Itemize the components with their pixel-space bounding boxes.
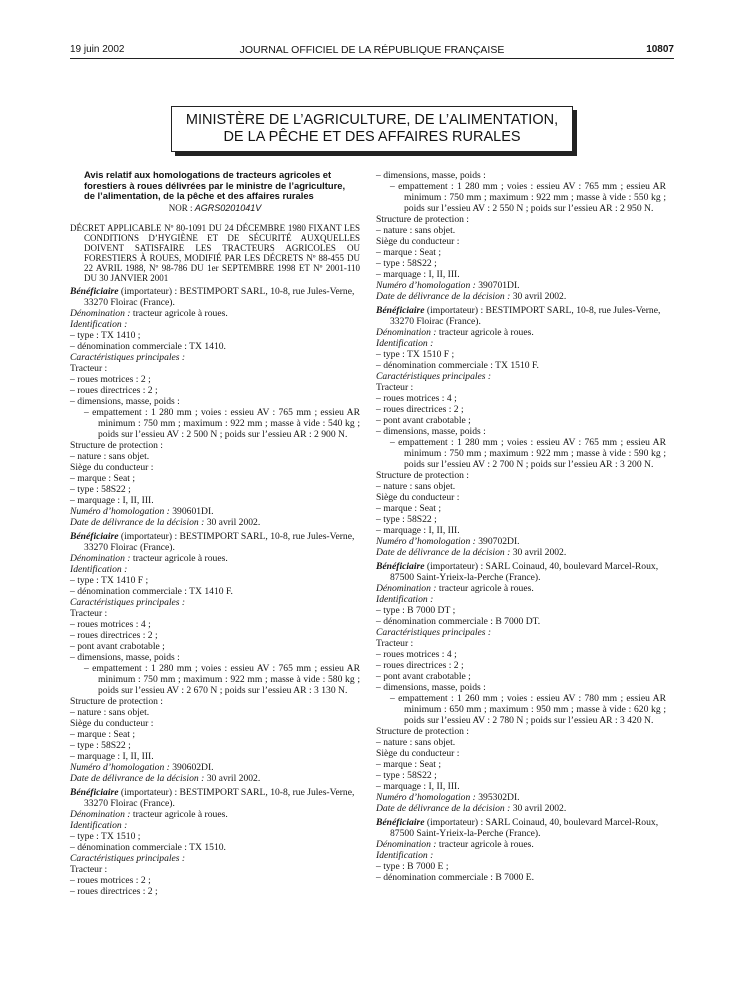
numero-homologation — [376, 792, 666, 803]
identification-label: Identification : — [70, 563, 128, 575]
nature-line: – nature : sans objet. — [70, 450, 150, 462]
nor-label: NOR : — [168, 202, 193, 213]
importateur-label: (importateur) : — [120, 786, 178, 798]
date-value: 30 avril 2002. — [512, 547, 567, 558]
nature-line: – nature : sans objet. — [376, 481, 456, 492]
nor-value: AGRS0201041V — [194, 202, 262, 213]
roues-motrices: – roues motrices : 2 ; — [70, 373, 151, 385]
beneficiaire-value: SARL Coinaud, 40, boulevard Marcel-Roux, 87500 Saint-Yrieix-la-Perche (France). — [390, 817, 659, 839]
caracteristiques-label: Caractéristiques principales : — [376, 371, 492, 382]
beneficiaire-value: BESTIMPORT SARL, 10-8, rue Jules-Verne, 33270 Floirac (France). — [84, 786, 355, 809]
numero-value: 395302DI. — [478, 792, 520, 803]
caracteristiques-label: Caractéristiques principales : — [376, 627, 492, 638]
nature-line: – nature : sans objet. — [376, 737, 456, 748]
caracteristiques-label: Caractéristiques principales : — [70, 852, 186, 864]
siege-label: Siège du conducteur : — [376, 748, 460, 759]
nature-line: – nature : sans objet. — [70, 706, 150, 718]
entry-denomination — [376, 327, 666, 338]
denomination-label: Dénomination : — [70, 307, 131, 319]
beneficiaire-label: Bénéficiaire — [70, 530, 119, 542]
numero-label: Numéro d’homologation : — [376, 280, 476, 291]
denom-commerciale: – dénomination commerciale : TX 1510 F. — [376, 360, 539, 371]
entry-beneficiaire — [376, 305, 666, 327]
empattement: – empattement : 1 280 mm ; voies : essieu AV : 765 mm ; essieu AR minimum : 750 mm ; maximum : 922 mm ; masse à vide : 590 kg ; poids sur l’essieu AV : 2 700 N ; poids sur l’essieu AR : 3 200 N. — [390, 437, 666, 470]
dimensions-label: – dimensions, masse, poids : — [70, 651, 180, 663]
nor-line — [70, 203, 360, 214]
numero-homologation — [70, 762, 360, 773]
siege-label: Siège du conducteur : — [70, 717, 154, 729]
denomination-value: tracteur agricole à roues. — [132, 552, 228, 564]
date-delivrance — [70, 517, 360, 528]
numero-homologation — [376, 536, 666, 547]
identification-label: Identification : — [376, 338, 434, 349]
beneficiaire-label: Bénéficiaire — [70, 285, 119, 297]
numero-value: 390701DI. — [478, 280, 520, 291]
denomination-label: Dénomination : — [376, 583, 437, 594]
date-value: 30 avril 2002. — [206, 516, 261, 528]
pont-avant: – pont avant crabotable ; — [376, 415, 471, 426]
entry-beneficiaire — [70, 286, 360, 308]
left-column — [70, 170, 360, 897]
date-label: Date de délivrance de la décision : — [70, 516, 205, 528]
tracteur-label: Tracteur : — [70, 607, 108, 619]
type-line: – type : B 7000 DT ; — [376, 605, 456, 616]
roues-directrices: – roues directrices : 2 ; — [70, 384, 158, 396]
marque-line: – marque : Seat ; — [376, 247, 442, 258]
numero-value: 390602DI. — [172, 761, 214, 773]
date-delivrance — [70, 773, 360, 784]
date-value: 30 avril 2002. — [206, 772, 261, 784]
denomination-label: Dénomination : — [70, 808, 131, 820]
denom-commerciale: – dénomination commerciale : TX 1410 F. — [70, 585, 233, 597]
date-value: 30 avril 2002. — [512, 291, 567, 302]
structure-label: Structure de protection : — [376, 470, 469, 481]
roues-directrices: – roues directrices : 2 ; — [376, 660, 464, 671]
header-date: 19 juin 2002 — [70, 44, 125, 55]
siege-type-line: – type : 58S22 ; — [70, 483, 131, 495]
date-value: 30 avril 2002. — [512, 803, 567, 814]
type-line: – type : TX 1410 F ; — [70, 574, 149, 586]
date-label: Date de délivrance de la décision : — [376, 803, 511, 814]
marquage-line: – marquage : I, II, III. — [376, 525, 460, 536]
siege-type-line: – type : 58S22 ; — [376, 258, 437, 269]
marque-line: – marque : Seat ; — [376, 503, 442, 514]
roues-directrices: – roues directrices : 2 ; — [376, 404, 464, 415]
entry-beneficiaire — [70, 787, 360, 809]
date-label: Date de délivrance de la décision : — [376, 547, 511, 558]
marquage-line: – marquage : I, II, III. — [376, 781, 460, 792]
numero-value: 390702DI. — [478, 536, 520, 547]
beneficiaire-label: Bénéficiaire — [70, 786, 119, 798]
entry-denomination — [70, 553, 360, 564]
identification-label: Identification : — [70, 819, 128, 831]
denomination-value: tracteur agricole à roues. — [132, 307, 228, 319]
structure-label: Structure de protection : — [70, 439, 163, 451]
beneficiaire-label: Bénéficiaire — [376, 305, 425, 316]
structure-label: Structure de protection : — [376, 726, 469, 737]
marquage-line: – marquage : I, II, III. — [376, 269, 460, 280]
marque-line: – marque : Seat ; — [376, 759, 442, 770]
caracteristiques-label: Caractéristiques principales : — [70, 596, 186, 608]
importateur-label: (importateur) : — [120, 285, 178, 297]
tracteur-label: Tracteur : — [376, 382, 414, 393]
date-label: Date de délivrance de la décision : — [376, 291, 511, 302]
roues-directrices: – roues directrices : 2 ; — [70, 885, 158, 897]
numero-label: Numéro d’homologation : — [376, 536, 476, 547]
numero-value: 390601DI. — [172, 505, 214, 517]
beneficiaire-value: BESTIMPORT SARL, 10-8, rue Jules-Verne, 33270 Floirac (France). — [84, 530, 355, 553]
denomination-value: tracteur agricole à roues. — [438, 839, 534, 850]
siege-type-line: – type : 58S22 ; — [376, 770, 437, 781]
siege-label: Siège du conducteur : — [376, 492, 460, 503]
identification-label: Identification : — [70, 318, 128, 330]
siege-type-line: – type : 58S22 ; — [70, 739, 131, 751]
beneficiaire-label: Bénéficiaire — [376, 561, 425, 572]
avis-title: Avis relatif aux homologations de tracteurs agricoles et forestiers à roues délivrées par le ministre de l’agriculture, de l’alimentation, de la pêche et des affaires rurales — [84, 169, 346, 201]
tracteur-label: Tracteur : — [376, 638, 414, 649]
roues-motrices: – roues motrices : 4 ; — [70, 618, 151, 630]
siege-label: Siège du conducteur : — [376, 236, 460, 247]
pont-avant: – pont avant crabotable ; — [70, 640, 165, 652]
beneficiaire-value: BESTIMPORT SARL, 10-8, rue Jules-Verne, 33270 Floirac (France). — [390, 305, 661, 327]
numero-homologation — [70, 506, 360, 517]
date-delivrance — [376, 547, 666, 558]
type-line: – type : B 7000 E ; — [376, 861, 449, 872]
numero-homologation — [376, 280, 666, 291]
denom-commerciale: – dénomination commerciale : B 7000 E. — [376, 872, 534, 883]
roues-motrices: – roues motrices : 4 ; — [376, 393, 457, 404]
importateur-label: (importateur) : — [426, 305, 484, 316]
denomination-label: Dénomination : — [376, 839, 437, 850]
entry-denomination — [70, 308, 360, 319]
entry-denomination — [376, 583, 666, 594]
numero-label: Numéro d’homologation : — [70, 505, 170, 517]
beneficiaire-label: Bénéficiaire — [376, 817, 425, 828]
denom-commerciale: – dénomination commerciale : TX 1510. — [70, 841, 226, 853]
entry-beneficiaire — [376, 561, 666, 583]
dimensions-label: – dimensions, masse, poids : — [376, 682, 486, 693]
beneficiaire-value: SARL Coinaud, 40, boulevard Marcel-Roux, 87500 Saint-Yrieix-la-Perche (France). — [390, 561, 659, 583]
ministry-line-2: DE LA PÊCHE ET DES AFFAIRES RURALES — [223, 129, 521, 145]
empattement: – empattement : 1 280 mm ; voies : essieu AV : 765 mm ; essieu AR minimum : 750 mm ; maximum : 922 mm ; masse à vide : 580 kg ; poids sur l’essieu AV : 2 670 N ; poids sur l’essieu AR : 3 130 N. — [84, 662, 360, 696]
denomination-label: Dénomination : — [376, 327, 437, 338]
decret-heading: DÉCRET APPLICABLE Nº 80-1091 DU 24 DÉCEMBRE 1980 FIXANT LES CONDITIONS D’HYGIÈNE ET DE SÉCURITÉ AUXQUELLES DOIVENT SATISFAIRE LES TRACTEURS AGRICOLES OU FORESTIERS À ROUES, MODIFIÉ PAR LES DÉCRETS Nº 88-455 DU 22 AVRIL 1988, Nº 98-786 DU 1er SEPTEMBRE 1998 ET Nº 2001-110 DU 30 JANVIER 2001 — [70, 222, 360, 283]
type-line: – type : TX 1510 ; — [70, 830, 141, 842]
marque-line: – marque : Seat ; — [70, 472, 136, 484]
empattement: – empattement : 1 280 mm ; voies : essieu AV : 765 mm ; essieu AR minimum : 750 mm ; maximum : 922 mm ; masse à vide : 550 kg ; poids sur l’essieu AV : 2 550 N ; poids sur l’essieu AR : 2 950 N. — [390, 181, 666, 214]
tracteur-label: Tracteur : — [70, 863, 108, 875]
denomination-value: tracteur agricole à roues. — [132, 808, 228, 820]
marquage-line: – marquage : I, II, III. — [70, 494, 154, 506]
denom-commerciale: – dénomination commerciale : TX 1410. — [70, 340, 226, 352]
tracteur-label: Tracteur : — [70, 362, 108, 374]
denomination-value: tracteur agricole à roues. — [438, 327, 534, 338]
structure-label: Structure de protection : — [70, 695, 163, 707]
marque-line: – marque : Seat ; — [70, 728, 136, 740]
caracteristiques-label: Caractéristiques principales : — [70, 351, 186, 363]
header-rule — [70, 58, 674, 59]
importateur-label: (importateur) : — [426, 561, 484, 572]
entry-beneficiaire — [376, 817, 666, 839]
page-header — [70, 44, 674, 58]
nature-line: – nature : sans objet. — [376, 225, 456, 236]
entry-beneficiaire — [70, 531, 360, 553]
type-line: – type : TX 1510 F ; — [376, 349, 455, 360]
roues-motrices: – roues motrices : 2 ; — [70, 874, 151, 886]
pont-avant: – pont avant crabotable ; — [376, 671, 471, 682]
denomination-value: tracteur agricole à roues. — [438, 583, 534, 594]
denom-commerciale: – dénomination commerciale : B 7000 DT. — [376, 616, 541, 627]
entry-denomination — [70, 809, 360, 820]
importateur-label: (importateur) : — [426, 817, 484, 828]
type-line: – type : TX 1410 ; — [70, 329, 141, 341]
beneficiaire-value: BESTIMPORT SARL, 10-8, rue Jules-Verne, 33270 Floirac (France). — [84, 285, 355, 308]
marquage-line: – marquage : I, II, III. — [70, 750, 154, 762]
identification-label: Identification : — [376, 594, 434, 605]
roues-directrices: – roues directrices : 2 ; — [70, 629, 158, 641]
structure-label: Structure de protection : — [376, 214, 469, 225]
siege-type-line: – type : 58S22 ; — [376, 514, 437, 525]
page-number: 10807 — [646, 44, 674, 55]
right-column — [376, 170, 666, 883]
ministry-line-1: MINISTÈRE DE L’AGRICULTURE, DE L’ALIMENTATION, — [185, 112, 559, 128]
dimensions-label: – dimensions, masse, poids : — [376, 426, 486, 437]
numero-label: Numéro d’homologation : — [70, 761, 170, 773]
ministry-box — [171, 106, 573, 152]
identification-label: Identification : — [376, 850, 434, 861]
empattement: – empattement : 1 280 mm ; voies : essieu AV : 765 mm ; essieu AR minimum : 750 mm ; maximum : 922 mm ; masse à vide : 540 kg ; poids sur l’essieu AV : 2 500 N ; poids sur l’essieu AR : 2 900 N. — [84, 406, 360, 440]
numero-label: Numéro d’homologation : — [376, 792, 476, 803]
dimensions-label: – dimensions, masse, poids : — [70, 395, 180, 407]
importateur-label: (importateur) : — [120, 530, 178, 542]
siege-label: Siège du conducteur : — [70, 461, 154, 473]
entry-denomination — [376, 839, 666, 850]
denomination-label: Dénomination : — [70, 552, 131, 564]
date-label: Date de délivrance de la décision : — [70, 772, 205, 784]
empattement: – empattement : 1 260 mm ; voies : essieu AV : 780 mm ; essieu AR minimum : 650 mm ; maximum : 950 mm ; masse à vide : 620 kg ; poids sur l’essieu AV : 2 780 N ; poids sur l’essieu AR : 3 420 N. — [390, 693, 666, 726]
journal-title: JOURNAL OFFICIEL DE LA RÉPUBLIQUE FRANÇAISE — [239, 44, 505, 56]
date-delivrance — [376, 291, 666, 302]
date-delivrance — [376, 803, 666, 814]
dimensions-label: – dimensions, masse, poids : — [376, 170, 486, 181]
roues-motrices: – roues motrices : 4 ; — [376, 649, 457, 660]
